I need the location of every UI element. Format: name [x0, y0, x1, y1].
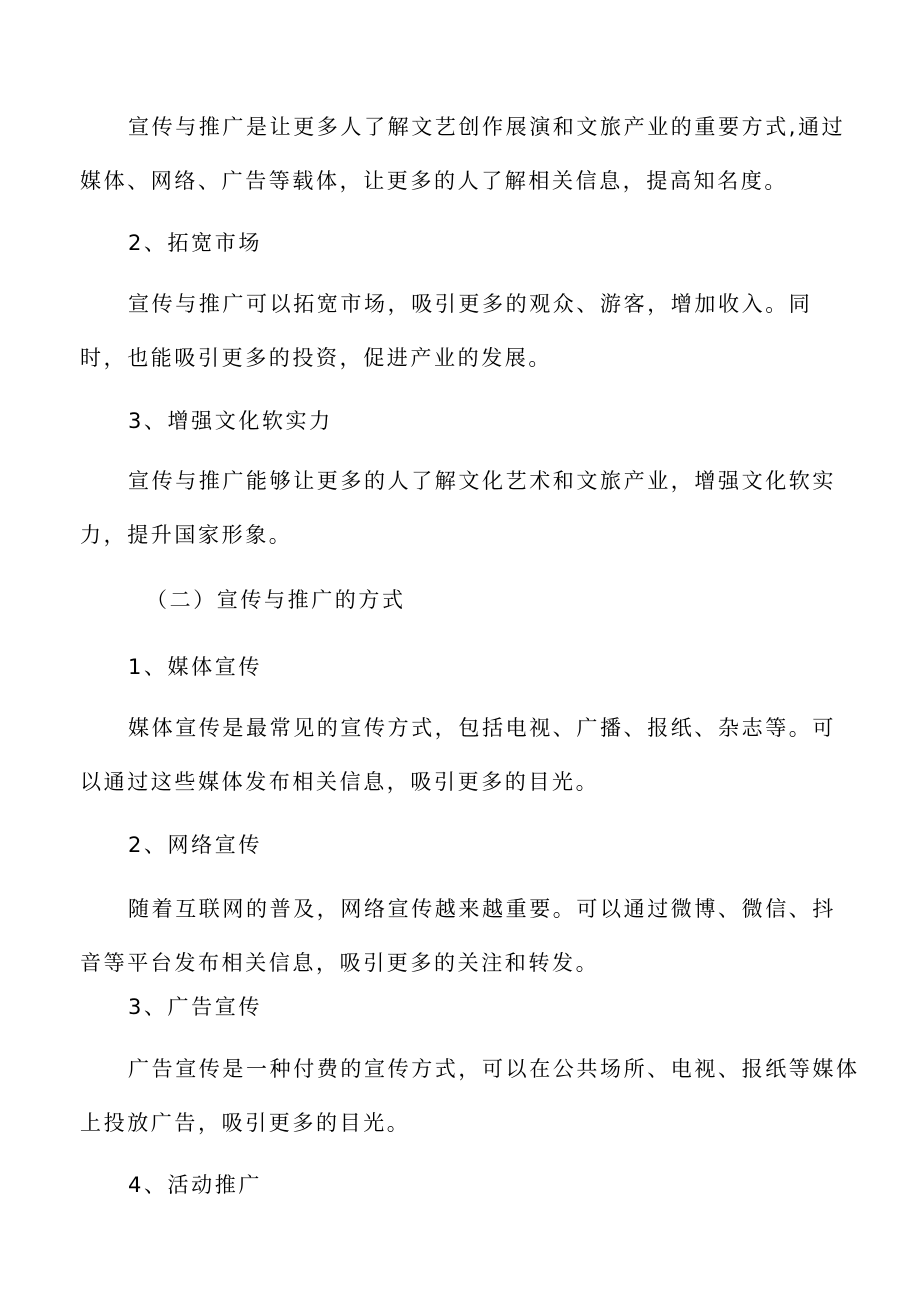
heading-text: 4、活动推广 — [128, 1173, 262, 1197]
heading-expand-market — [80, 216, 846, 270]
paragraph-line: 时，也能吸引更多的投资，促进产业的发展。 — [80, 346, 552, 370]
heading-network-promotion — [80, 818, 846, 872]
paragraph-line: 以通过这些媒体发布相关信息，吸引更多的目光。 — [80, 770, 600, 794]
paragraph-media-promotion — [80, 701, 846, 809]
section-heading-promotion-methods — [80, 573, 846, 627]
heading-text: 2、拓宽市场 — [128, 231, 262, 255]
heading-ad-promotion — [80, 980, 846, 1034]
paragraph-line: 上投放广告，吸引更多的目光。 — [80, 1111, 411, 1135]
heading-soft-power — [80, 394, 846, 448]
paragraph-line: 媒体宣传是最常见的宣传方式，包括电视、广播、报纸、杂志等。可 — [128, 716, 836, 740]
paragraph-line: 音等平台发布相关信息，吸引更多的关注和转发。 — [80, 951, 600, 975]
paragraph-line: 力，提升国家形象。 — [80, 523, 293, 547]
paragraph-line: 宣传与推广是让更多人了解文艺创作展演和文旅产业的重要方式,通过 — [128, 115, 846, 139]
paragraph-soft-power — [80, 454, 846, 562]
paragraph-line: 广告宣传是一种付费的宣传方式，可以在公共场所、电视、报纸等媒体 — [128, 1057, 860, 1081]
heading-text: 2、网络宣传 — [128, 833, 262, 857]
heading-event-promotion — [80, 1158, 846, 1212]
paragraph-ad-promotion — [80, 1042, 860, 1150]
paragraph-line: 宣传与推广能够让更多的人了解文化艺术和文旅产业，增强文化软实 — [128, 469, 836, 493]
heading-text: 1、媒体宣传 — [128, 655, 262, 679]
heading-text: 3、增强文化软实力 — [128, 409, 333, 433]
paragraph-promotion-importance — [80, 100, 846, 208]
paragraph-line: 媒体、网络、广告等载体，让更多的人了解相关信息，提高知名度。 — [80, 169, 788, 193]
paragraph-expand-market — [80, 277, 846, 385]
heading-text: 3、广告宣传 — [128, 995, 262, 1019]
paragraph-line: 宣传与推广可以拓宽市场，吸引更多的观众、游客，增加收入。同 — [128, 292, 813, 316]
section-heading-text: （二）宣传与推广的方式 — [146, 588, 406, 612]
heading-media-promotion — [80, 640, 846, 694]
paragraph-line: 随着互联网的普及，网络宣传越来越重要。可以通过微博、微信、抖 — [128, 897, 836, 921]
paragraph-network-promotion — [80, 882, 846, 990]
